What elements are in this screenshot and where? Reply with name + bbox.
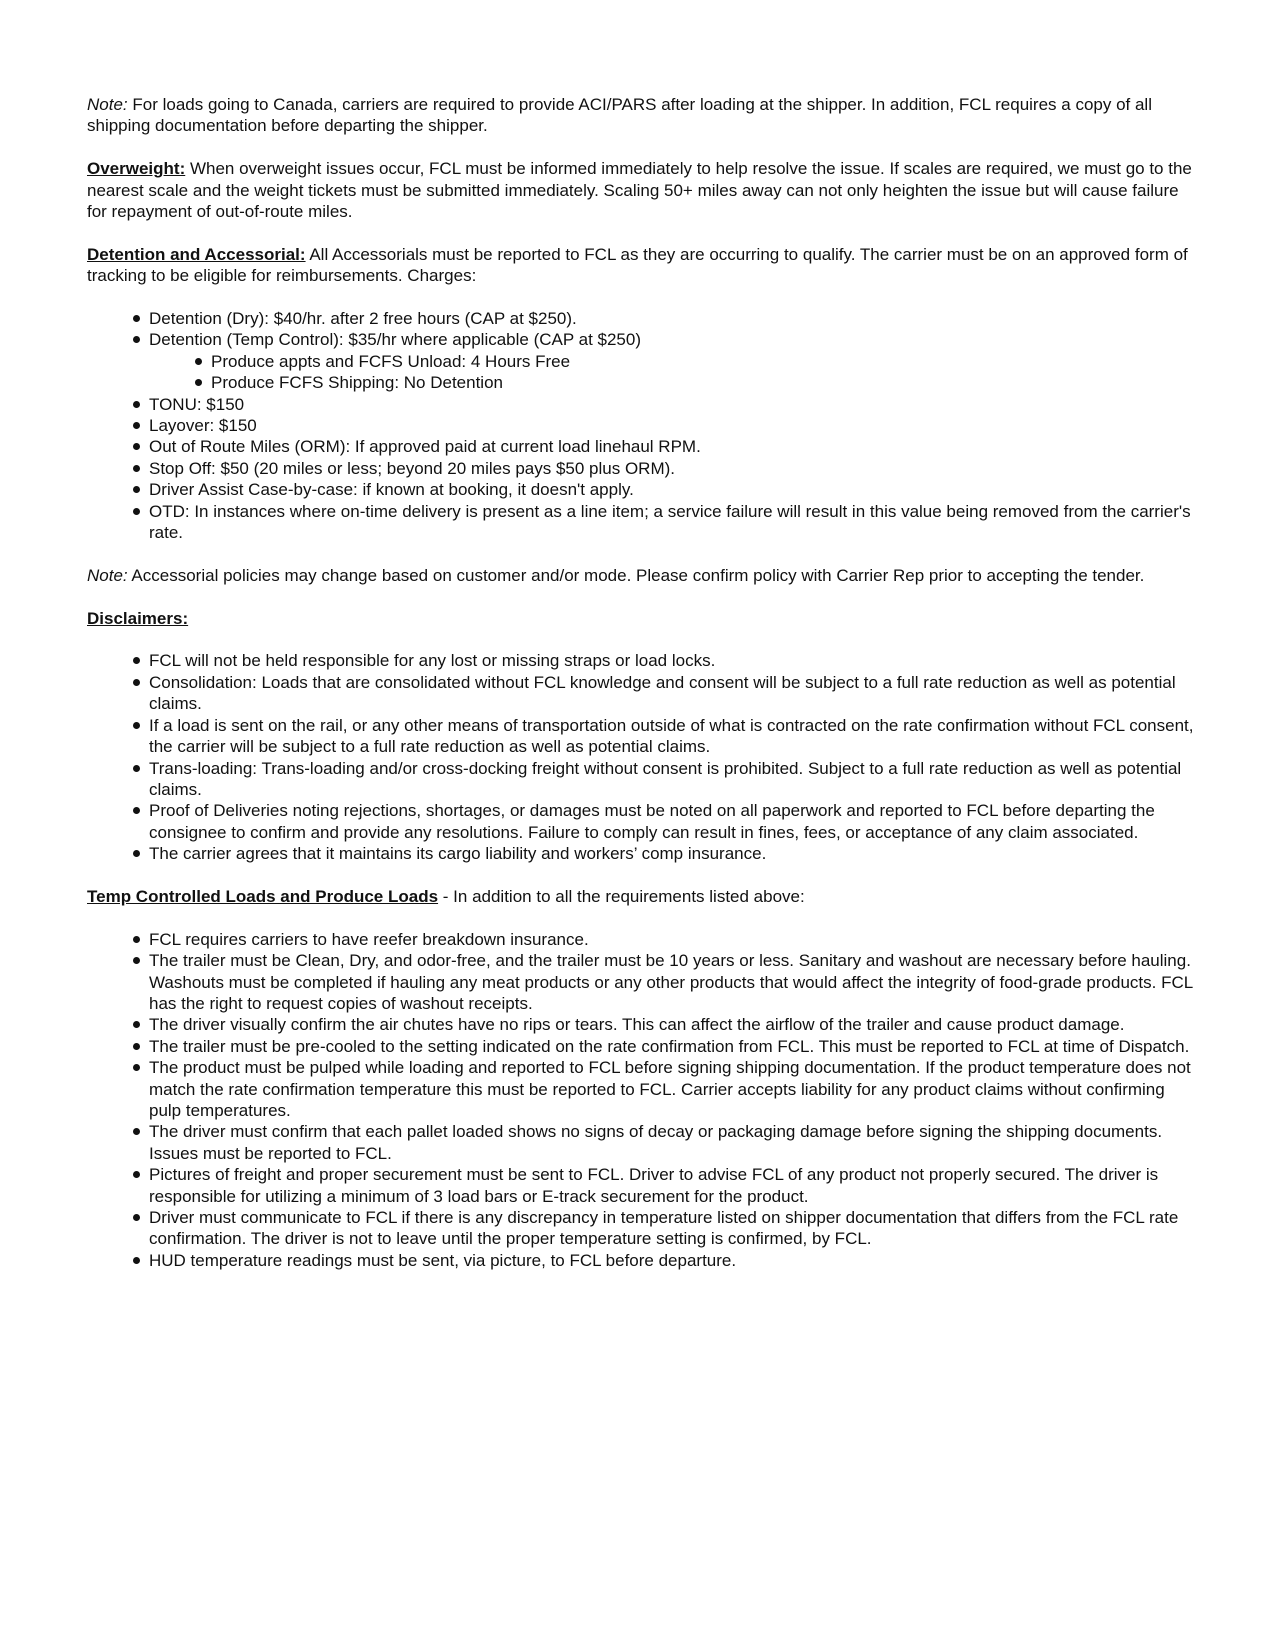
bullet-icon <box>133 401 140 408</box>
list-item <box>149 351 1197 372</box>
list-item-text: OTD: In instances where on-time delivery is present as a line item; a service failure will result in this value being removed from the carrier's rate. <box>149 501 1191 543</box>
list-item <box>87 501 1197 544</box>
temp-text: - In addition to all the requirements listed above: <box>438 886 805 906</box>
list-item-text: Detention (Temp Control): $35/hr where applicable (CAP at $250) <box>149 330 642 350</box>
list-item-text: The product must be pulped while loading and reported to FCL before signing shipping documentation. If the product temperature does not match the rate confirmation temperature this must be reported to FCL. Carrier accepts liability for any product claims without confirming pulp temperatures. <box>149 1058 1191 1120</box>
note-canada-text: For loads going to Canada, carriers are required to provide ACI/PARS after loading at the shipper. In addition, FCL requires a copy of all shipping documentation before departing the shipper. <box>87 95 1152 136</box>
bullet-icon <box>133 422 140 429</box>
detention-paragraph <box>87 244 1197 287</box>
list-item <box>87 800 1197 843</box>
bullet-icon <box>195 358 202 365</box>
bullet-icon <box>133 657 140 664</box>
list-item <box>87 1036 1197 1057</box>
list-item-text: Out of Route Miles (ORM): If approved paid at current load linehaul RPM. <box>149 437 701 457</box>
bullet-icon <box>133 508 140 515</box>
bullet-icon <box>133 336 140 343</box>
list-item-text: FCL will not be held responsible for any lost or missing straps or load locks. <box>149 651 716 671</box>
bullet-icon <box>133 1257 140 1264</box>
list-item <box>87 758 1197 801</box>
disclaimers-heading: Disclaimers: <box>87 608 189 628</box>
list-item <box>87 479 1197 500</box>
list-item <box>87 672 1197 715</box>
bullet-icon <box>133 1128 140 1135</box>
note-label: Note: <box>87 565 128 585</box>
bullet-icon <box>133 850 140 857</box>
list-item <box>87 394 1197 415</box>
list-item <box>149 372 1197 393</box>
bullet-icon <box>133 443 140 450</box>
bullet-icon <box>133 1171 140 1178</box>
note-accessorial-paragraph <box>87 565 1197 586</box>
disclaimers-paragraph <box>87 608 1197 629</box>
note-accessorial-text: Accessorial policies may change based on customer and/or mode. Please confirm policy with Carrier Rep prior to accepting the tender. <box>127 565 1145 585</box>
list-item-text: Proof of Deliveries noting rejections, shortages, or damages must be noted on all paperwork and reported to FCL before departing the consignee to confirm and provide any resolutions. Failure to comply can result in fines, fees, or acceptance of any claim associated. <box>149 801 1155 842</box>
note-label: Note: <box>87 95 128 114</box>
bullet-icon <box>133 315 140 322</box>
bullet-icon <box>133 1064 140 1071</box>
disclaimers-list <box>87 650 1197 864</box>
overweight-paragraph <box>87 158 1197 222</box>
list-item <box>87 1121 1197 1164</box>
list-item-text: TONU: $150 <box>149 394 245 414</box>
list-item <box>87 843 1197 864</box>
list-item <box>87 436 1197 457</box>
list-item <box>87 1014 1197 1035</box>
bullet-icon <box>133 957 140 964</box>
list-item <box>87 950 1197 1014</box>
list-item <box>87 458 1197 479</box>
list-item-text: Detention (Dry): $40/hr. after 2 free hours (CAP at $250). <box>149 309 577 329</box>
bullet-icon <box>133 1214 140 1221</box>
detention-text: All Accessorials must be reported to FCL as they are occurring to qualify. The carrier must be on an approved form of tracking to be eligible for reimbursements. Charges: <box>87 244 1188 286</box>
detention-sub-list <box>149 351 1197 394</box>
list-item <box>87 329 1197 393</box>
bullet-icon <box>133 486 140 493</box>
list-item-text: HUD temperature readings must be sent, via picture, to FCL before departure. <box>149 1250 737 1270</box>
detention-charges-list <box>87 308 1197 543</box>
list-item-text: Trans-loading: Trans-loading and/or cross-docking freight without consent is prohibited. Subject to a full rate reduction as well as potential claims. <box>149 758 1182 799</box>
temp-heading: Temp Controlled Loads and Produce Loads <box>87 886 439 906</box>
list-item <box>87 1207 1197 1250</box>
list-item <box>87 415 1197 436</box>
list-item-text: FCL requires carriers to have reefer breakdown insurance. <box>149 929 589 949</box>
list-item-text: Produce appts and FCFS Unload: 4 Hours Free <box>211 351 571 371</box>
list-item-text: The trailer must be Clean, Dry, and odor-free, and the trailer must be 10 years or less. Sanitary and washout are necessary before hauling. Washouts must be completed if hauling any meat products or any other products that would affect the integrity of food-grade products. FCL has the right to request copies of washout receipts. <box>149 951 1193 1013</box>
list-item-text: Consolidation: Loads that are consolidated without FCL knowledge and consent will be subject to a full rate reduction as well as potential claims. <box>149 672 1176 714</box>
list-item-text: Driver Assist Case-by-case: if known at booking, it doesn't apply. <box>149 480 634 500</box>
temp-paragraph <box>87 886 1197 907</box>
list-item-text: Driver must communicate to FCL if there is any discrepancy in temperature listed on shipper documentation that differs from the FCL rate confirmation. The driver is not to leave until the proper temperature setting is confirmed, by FCL. <box>149 1208 1179 1249</box>
list-item-text: The driver visually confirm the air chutes have no rips or tears. This can affect the airflow of the trailer and cause product damage. <box>149 1015 1125 1035</box>
temp-requirements-list <box>87 929 1197 1272</box>
list-item <box>87 929 1197 950</box>
list-item <box>87 650 1197 671</box>
bullet-icon <box>133 765 140 772</box>
bullet-icon <box>133 679 140 686</box>
list-item-text: If a load is sent on the rail, or any other means of transportation outside of what is contracted on the rate confirmation without FCL consent, the carrier will be subject to a full rate reduction as well as potential claims. <box>149 715 1194 757</box>
list-item-text: The driver must confirm that each pallet loaded shows no signs of decay or packaging damage before signing the shipping documents. Issues must be reported to FCL. <box>149 1122 1163 1163</box>
bullet-icon <box>133 1021 140 1028</box>
list-item-text: The carrier agrees that it maintains its cargo liability and workers’ comp insurance. <box>149 844 767 864</box>
note-canada-paragraph <box>87 94 1197 137</box>
overweight-heading: Overweight: <box>87 159 186 179</box>
bullet-icon <box>133 722 140 729</box>
bullet-icon <box>133 1043 140 1050</box>
document-page <box>87 94 1197 1293</box>
overweight-text: When overweight issues occur, FCL must be informed immediately to help resolve the issue. If scales are required, we must go to the nearest scale and the weight tickets must be submitted immediately. Scaling 50+ miles away can not only heighten the issue but will cause failure for repayment of out-of-route miles. <box>87 159 1192 222</box>
list-item <box>87 715 1197 758</box>
list-item-text: Stop Off: $50 (20 miles or less; beyond 20 miles pays $50 plus ORM). <box>149 458 675 478</box>
list-item <box>87 308 1197 329</box>
detention-heading: Detention and Accessorial: <box>87 244 306 264</box>
list-item <box>87 1164 1197 1207</box>
list-item <box>87 1250 1197 1271</box>
bullet-icon <box>133 465 140 472</box>
list-item-text: Produce FCFS Shipping: No Detention <box>211 373 503 393</box>
bullet-icon <box>195 379 202 386</box>
bullet-icon <box>133 807 140 814</box>
list-item <box>87 1057 1197 1121</box>
list-item-text: The trailer must be pre-cooled to the setting indicated on the rate confirmation from FCL. This must be reported to FCL at time of Dispatch. <box>149 1036 1190 1056</box>
list-item-text: Layover: $150 <box>149 416 257 436</box>
bullet-icon <box>133 936 140 943</box>
list-item-text: Pictures of freight and proper securement must be sent to FCL. Driver to advise FCL of any product not properly secured. The driver is responsible for utilizing a minimum of 3 load bars or E-track securement for the product. <box>149 1165 1159 1206</box>
